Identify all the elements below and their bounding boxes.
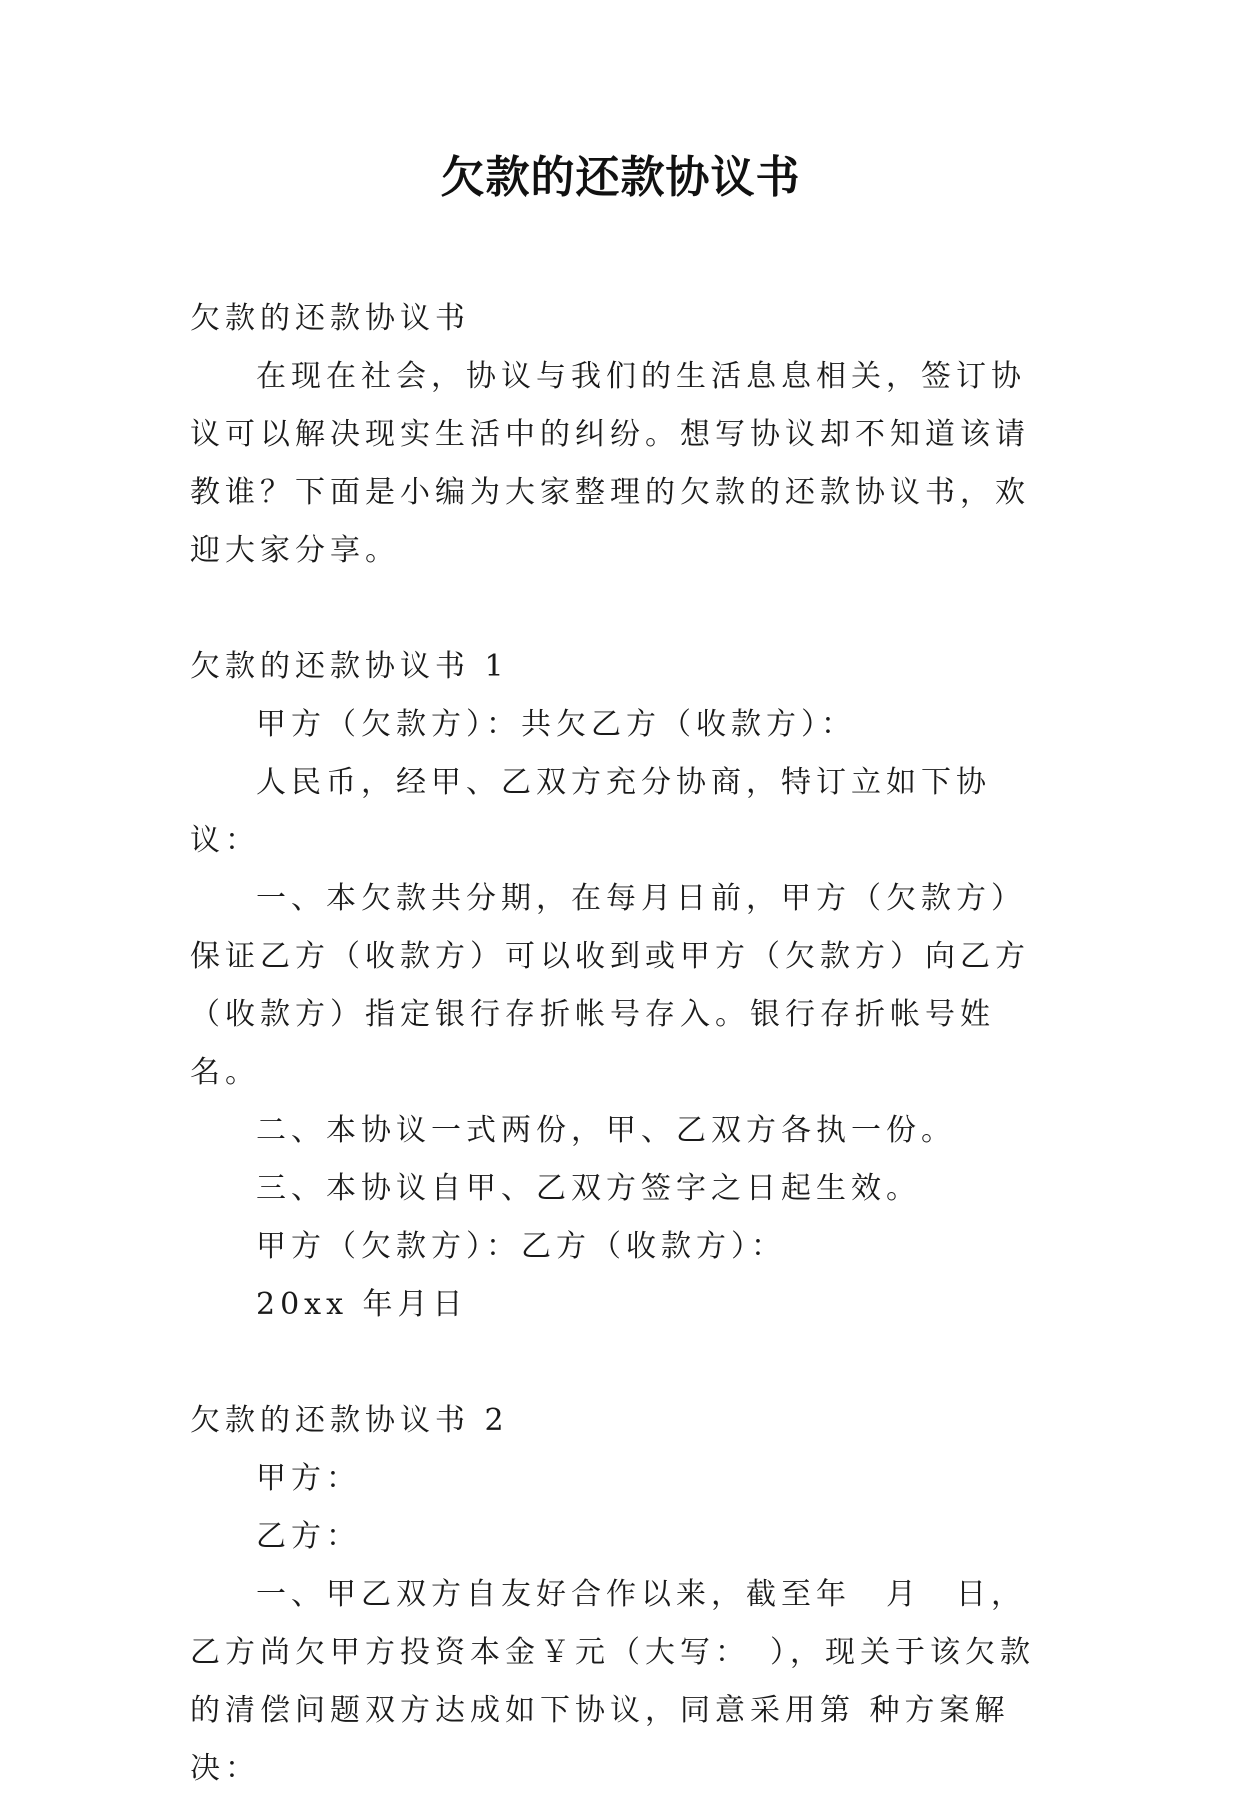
document-body: [190, 290, 1060, 1798]
section-spacer: [190, 580, 1060, 638]
section1-paragraph: 三、本协议自甲、乙双方签字之日起生效。: [256, 1171, 921, 1206]
section1-paragraph: 一、本欠款共分期，在每月日前，甲方（欠款方）保证乙方（收款方）可以收到或甲方（欠款方）向乙方（收款方）指定银行存折帐号存入。银行存折帐号姓名。: [190, 881, 1030, 1090]
section1-paragraph: 甲方（欠款方）：乙方（收款方）：: [256, 1229, 786, 1264]
section1-date: 20xx 年月日: [256, 1287, 468, 1322]
section1-heading: 欠款的还款协议书 1: [190, 649, 509, 684]
section-spacer: [190, 1334, 1060, 1392]
section1-paragraph: 二、本协议一式两份，甲、乙双方各执一份。: [256, 1113, 956, 1148]
page-title: 欠款的还款协议书: [440, 152, 801, 203]
section2-heading: 欠款的还款协议书 2: [190, 1403, 509, 1438]
section1-paragraph: 人民币，经甲、乙双方充分协商，特订立如下协议：: [190, 765, 991, 858]
intro-heading: 欠款的还款协议书: [190, 301, 470, 336]
section2-paragraph: 一、甲乙双方自友好合作以来，截至年 月 日，乙方尚欠甲方投资本金￥元（大写： ），现关于该欠款的清偿问题双方达成如下协议，同意采用第 种方案解决：: [190, 1577, 1035, 1786]
section2-paragraph: 乙方：: [256, 1519, 361, 1554]
intro-paragraph: 在现在社会，协议与我们的生活息息相关，签订协议可以解决现实生活中的纠纷。想写协议却不知道该请教谁？下面是小编为大家整理的欠款的还款协议书，欢迎大家分享。: [190, 359, 1030, 568]
section1-paragraph: 甲方（欠款方）：共欠乙方（收款方）：: [256, 707, 856, 742]
section2-paragraph: 甲方：: [256, 1461, 361, 1496]
